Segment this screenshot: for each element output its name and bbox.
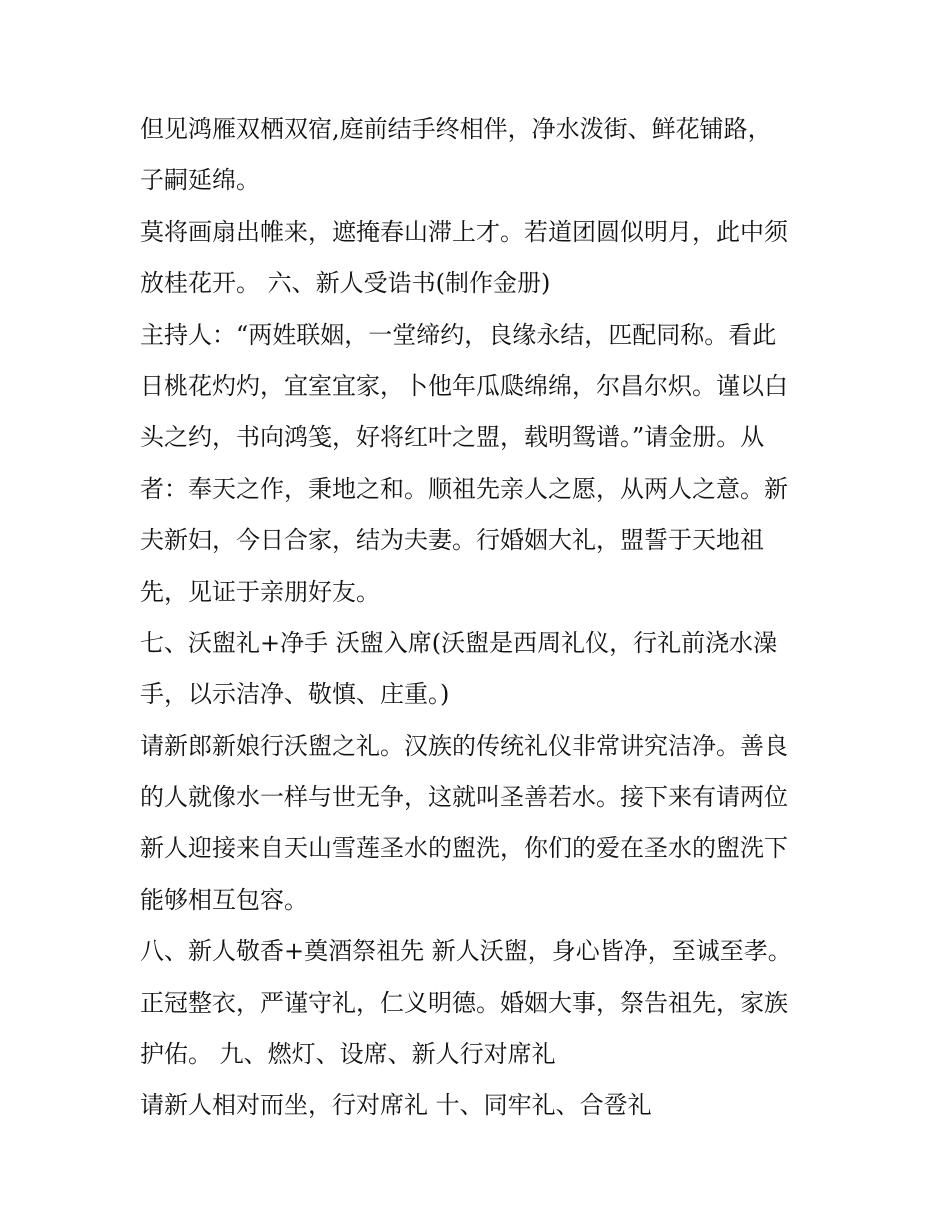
text-line: 夫新妇，今日合家，结为夫妻。行婚姻大礼，盟誓于天地祖 xyxy=(140,526,764,555)
text-line: 请新人相对而坐，行对席礼 十、同牢礼、合卺礼 xyxy=(140,1091,652,1120)
text-line: 日桃花灼灼，宜室宜家，卜他年瓜瓞绵绵，尔昌尔炽。谨以白 xyxy=(140,371,788,400)
text-line: 头之约，书向鸿笺，好将红叶之盟，载明鸳谱。”请金册。从 xyxy=(140,423,765,452)
text-line: 但见鸿雁双栖双宿,庭前结手终相伴，净水泼街、鲜花铺路， xyxy=(140,115,772,143)
text-line: 的人就像水一样与世无争，这就叫圣善若水。接下来有请两位 xyxy=(140,783,788,812)
text-line: 者：奉天之作，秉地之和。顺祖先亲人之愿，从两人之意。新 xyxy=(140,474,788,503)
text-line: 正冠整衣，严谨守礼，仁义明德。婚姻大事，祭告祖先，家族 xyxy=(140,988,788,1017)
text-line: 手，以示洁净、敬慎、庄重。) xyxy=(140,680,450,709)
text-line: 七、沃盥礼+净手 沃盥入席(沃盥是西周礼仪，行礼前浇水澡 xyxy=(140,628,778,657)
text-line: 八、新人敬香+奠酒祭祖先 新人沃盥，身心皆净，至诚至孝。 xyxy=(140,937,792,966)
text-line: 莫将画扇出帷来，遮掩春山滞上才。若道团圆似明月，此中须 xyxy=(140,217,788,246)
text-line: 护佑。 九、燃灯、设席、新人行对席礼 xyxy=(140,1040,556,1069)
text-line: 放桂花开。 六、新人受诰书(制作金册) xyxy=(140,269,551,298)
text-line: 先，见证于亲朋好友。 xyxy=(140,577,380,606)
text-line: 主持人：“两姓联姻，一堂缔约，良缘永结，匹配同称。看此 xyxy=(140,320,777,349)
text-line: 能够相互包容。 xyxy=(140,885,308,914)
text-line: 新人迎接来自天山雪莲圣水的盥洗，你们的爱在圣水的盥洗下 xyxy=(140,834,788,863)
body-text xyxy=(140,104,830,1132)
text-line: 请新郎新娘行沃盥之礼。汉族的传统礼仪非常讲究洁净。善良 xyxy=(140,731,788,760)
text-line: 子嗣延绵。 xyxy=(140,166,260,195)
